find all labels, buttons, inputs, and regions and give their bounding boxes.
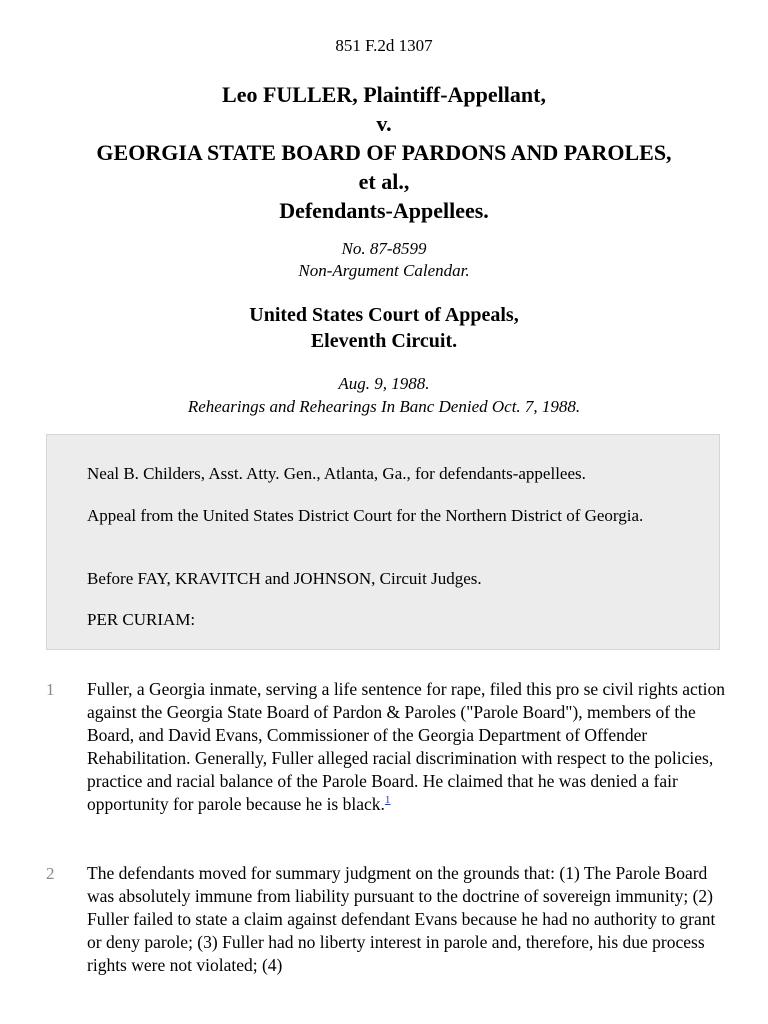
paragraph-number: 1	[46, 680, 55, 699]
decision-date: Aug. 9, 1988.	[338, 374, 430, 393]
footnote-link[interactable]: 1	[384, 794, 391, 807]
docket-number: No. 87-8599	[341, 239, 427, 258]
counsel-line: Neal B. Childers, Asst. Atty. Gen., Atlanta, Ga., for defendants-appellees.	[87, 464, 586, 483]
docket-info	[0, 238, 768, 282]
caption-versus: v.	[376, 111, 392, 136]
case-caption	[0, 80, 768, 225]
appeal-line: Appeal from the United States District Court for the Northern District of Georgia.	[87, 506, 644, 525]
paragraph-text	[87, 678, 727, 816]
per-curiam-line: PER CURIAM:	[87, 610, 196, 629]
paragraph-body: The defendants moved for summary judgment on the grounds that: (1) The Parole Board was absolutely immune from liability pursuant to the doctrine of sovereign immunity; (2) Fuller failed to state a claim against defendant Evans because he had no authority to grant or deny parole; (3) Fuller had no liberty interest in parole and, therefore, his due process rights were not violated; (4)	[87, 863, 716, 975]
case-citation: 851 F.2d 1307	[335, 36, 433, 55]
court-name	[0, 302, 768, 354]
paragraph-text	[87, 862, 727, 977]
court-name-line2: Eleventh Circuit.	[310, 330, 458, 352]
decision-dates	[0, 372, 768, 418]
caption-et-al: et al.,	[358, 169, 410, 194]
rehearing-date: Rehearings and Rehearings In Banc Denied Oct. 7, 1988.	[187, 397, 581, 416]
caption-defendant-role: Defendants-Appellees.	[279, 198, 489, 223]
court-name-line1: United States Court of Appeals,	[249, 304, 519, 326]
docket-calendar: Non-Argument Calendar.	[298, 261, 470, 280]
opinion-header-box	[46, 434, 720, 650]
caption-plaintiff: Leo FULLER, Plaintiff-Appellant,	[222, 82, 546, 107]
paragraph-number: 2	[46, 864, 55, 883]
judges-line: Before FAY, KRAVITCH and JOHNSON, Circuit Judges.	[87, 569, 482, 588]
caption-defendant: GEORGIA STATE BOARD OF PARDONS AND PAROLES,	[96, 140, 672, 165]
paragraph-body: Fuller, a Georgia inmate, serving a life sentence for rape, filed this pro se civil rights action against the Georgia State Board of Pardon & Paroles ("Parole Board"), members of the Board, and David Evans, Commissioner of the Georgia Department of Offender Rehabilitation. Generally, Fuller alleged racial discrimination with respect to the policies, practice and racial balance of the Parole Board. He claimed that he was denied a fair opportunity for parole because he is black.	[87, 679, 726, 814]
